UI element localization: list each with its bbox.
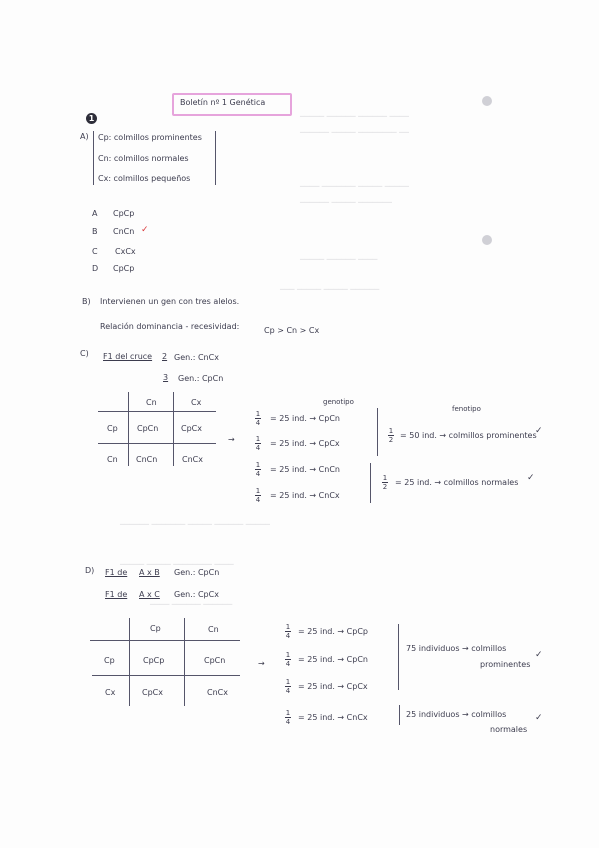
group-check: ✓ <box>535 426 543 436</box>
bleed-through-text: ──── ────── ────── <box>150 600 233 609</box>
relation-label: Relación dominancia - recesividad: <box>100 322 240 331</box>
result-row: = 25 ind. → CpCn <box>298 655 368 664</box>
punnett-d-row-head: Cx <box>105 688 116 697</box>
section-d-cross-1: F1 de <box>105 568 128 577</box>
group-result: = 25 ind. → colmillos normales <box>395 478 519 487</box>
bleed-through-text: ─── ───── ───── ────── <box>280 285 380 294</box>
answer-a-key: A <box>92 209 98 218</box>
punnett-d-vline <box>129 618 130 706</box>
group-check: ✓ <box>527 473 535 483</box>
punnett-c-col: Cx <box>191 398 202 407</box>
allele-cx: Cx: colmillos pequeños <box>98 174 191 183</box>
result-row: = 25 ind. → CnCx <box>270 491 340 500</box>
fraction: 1 4 <box>255 461 261 478</box>
answer-c-key: C <box>92 247 98 256</box>
section-d-label: D) <box>85 566 95 575</box>
bleed-through-mark <box>482 235 492 245</box>
fraction: 1 4 <box>285 651 291 668</box>
bleed-through-text: ──── ─────── ───── ───── <box>300 182 409 191</box>
bleed-through-text: ────── ─────── ───── ────── ───── <box>120 520 270 529</box>
punnett-d-vline <box>184 618 185 706</box>
punnett-c-row-head: Cn <box>107 455 118 464</box>
punnett-c-vline <box>128 392 129 466</box>
result-row: = 25 ind. → CnCx <box>298 713 368 722</box>
section-c-genotype-2: Gen.: CpCn <box>178 374 224 383</box>
punnett-d-hline <box>92 675 240 676</box>
punnett-d-hline <box>90 640 240 641</box>
section-c-cross-num: 2 <box>162 352 168 361</box>
group-result: = 50 ind. → colmillos prominentes <box>400 431 537 440</box>
allele-cn: Cn: colmillos normales <box>98 154 189 163</box>
section-d-genotype-1: Gen.: CpCn <box>174 568 220 577</box>
group-check: ✓ <box>535 713 543 723</box>
section-c-cross-num-2: 3 <box>163 373 169 382</box>
section-c-cross: F1 del cruce <box>103 352 153 361</box>
result-row: = 25 ind. → CpCp <box>298 627 368 636</box>
bleed-through-text: ───── ───── ──────── ──── <box>120 560 234 569</box>
group-bracket <box>370 463 371 503</box>
result-row: = 25 ind. → CpCn <box>270 414 340 423</box>
answer-a-geno: CpCp <box>113 209 135 218</box>
phenotype-heading: fenotipo <box>452 405 481 413</box>
bleed-through-text: ────── ───── ─────── <box>300 198 392 207</box>
answer-b-key: B <box>92 227 98 236</box>
header-title: Boletín nº 1 Genética <box>180 98 266 107</box>
bleed-through-text: ────── ───── ──────── ── <box>300 128 409 137</box>
group-bracket <box>398 624 399 690</box>
section-d-cross-2: F1 de <box>105 590 128 599</box>
punnett-c-row-head: Cp <box>107 424 118 433</box>
answer-b-check: ✓ <box>141 225 149 235</box>
genotype-heading: genotipo <box>323 398 354 406</box>
punnett-d-cell: CnCx <box>207 688 228 697</box>
fraction: 1 4 <box>285 678 291 695</box>
section-d-genotype-2: Gen.: CpCx <box>174 590 219 599</box>
punnett-c-cell: CpCn <box>137 424 159 433</box>
section-d-cross-1-parents: A x B <box>139 568 160 577</box>
alleles-left-bracket <box>93 131 94 185</box>
punnett-d-cell: CpCx <box>142 688 163 697</box>
result-row: = 25 ind. → CpCx <box>270 439 340 448</box>
section-d-cross-2-parents: A x C <box>139 590 160 599</box>
relation-value: Cp > Cn > Cx <box>264 326 320 335</box>
punnett-c-cell: CpCx <box>181 424 202 433</box>
punnett-c-cell: CnCn <box>136 455 158 464</box>
punnett-d-col: Cp <box>150 624 161 633</box>
answer-b-geno: CnCn <box>113 227 135 236</box>
punnett-c-hline <box>98 443 216 444</box>
fraction: 1 4 <box>255 435 261 452</box>
result-row: = 25 ind. → CpCx <box>298 682 368 691</box>
result-row: = 25 ind. → CnCn <box>270 465 340 474</box>
punnett-d-cell: CpCp <box>143 656 165 665</box>
punnett-c-col: Cn <box>146 398 157 407</box>
punnett-d-cell: CpCn <box>204 656 226 665</box>
answer-d-key: D <box>92 264 99 273</box>
group-bracket <box>399 705 400 725</box>
answer-c-geno: CxCx <box>115 247 136 256</box>
fraction: 1 4 <box>285 709 291 726</box>
section-c-genotype-1: Gen.: CnCx <box>174 353 219 362</box>
group-result-cont: normales <box>490 725 528 734</box>
fraction: 1 4 <box>255 410 261 427</box>
alleles-right-bracket <box>215 131 216 185</box>
fraction: 1 2 <box>382 474 388 491</box>
group-bracket <box>377 408 378 456</box>
bleed-through-text: ───── ────── ──── <box>300 255 378 264</box>
section-b-text: Intervienen un gen con tres alelos. <box>100 297 240 306</box>
bleed-through-mark <box>482 96 492 106</box>
group-check: ✓ <box>535 650 543 660</box>
bleed-through-text: ───── ────── ────── ──── <box>300 112 409 121</box>
punnett-c-cell: CnCx <box>182 455 203 464</box>
group-result: 25 individuos → colmillos <box>406 710 507 719</box>
question-number: 1 <box>86 113 97 124</box>
group-result-cont: prominentes <box>480 660 531 669</box>
section-b-label: B) <box>82 297 91 306</box>
fraction: 1 4 <box>255 487 261 504</box>
punnett-d-row-head: Cp <box>104 656 115 665</box>
section-c-label: C) <box>80 349 89 358</box>
punnett-d-arrow: → <box>258 659 265 668</box>
group-result: 75 individuos → colmillos <box>406 644 507 653</box>
answer-d-geno: CpCp <box>113 264 135 273</box>
fraction: 1 4 <box>285 623 291 640</box>
punnett-c-hline <box>98 411 216 412</box>
punnett-d-col: Cn <box>208 625 219 634</box>
section-a-label: A) <box>80 132 89 141</box>
allele-cp: Cp: colmillos prominentes <box>98 133 202 142</box>
fraction: 1 2 <box>388 427 394 444</box>
punnett-c-arrow: → <box>228 435 235 444</box>
punnett-c-vline <box>173 392 174 466</box>
